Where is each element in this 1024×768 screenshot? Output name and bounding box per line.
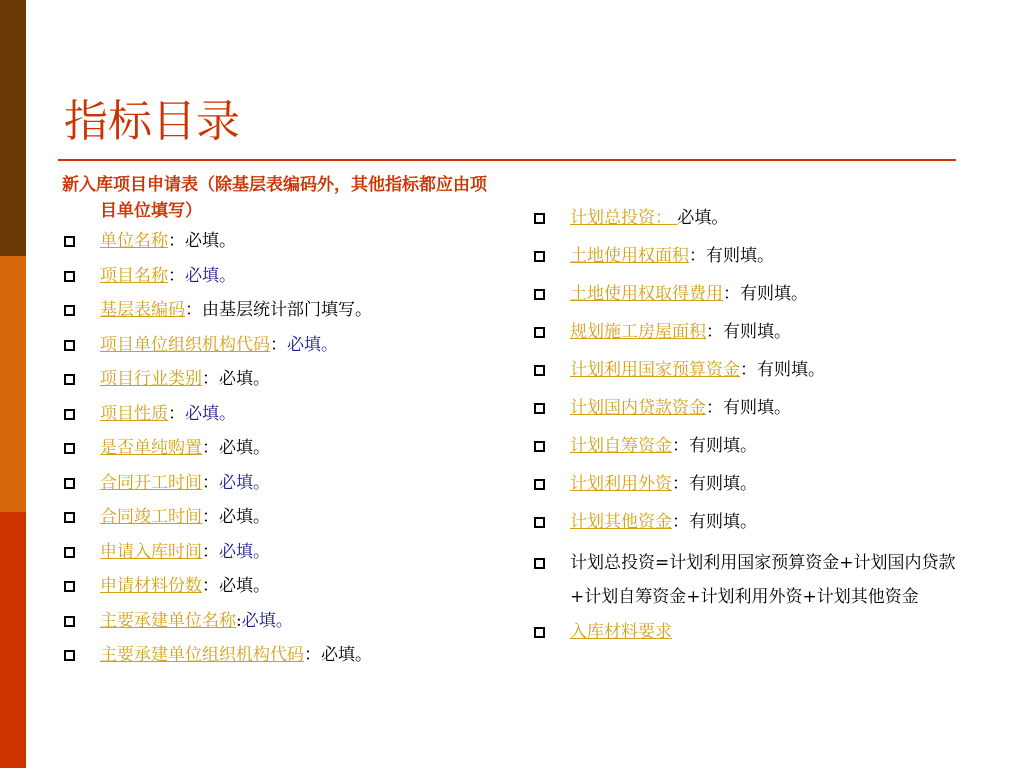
form-group-header: 新入库项目申请表（除基层表编码外，其他指标都应由项目单位填写） [62,175,487,221]
list-item [62,572,502,600]
field-separator: ： [689,246,706,266]
square-bullet-icon [64,271,75,282]
field-requirement: 有则填。 [706,246,774,266]
field-requirement: 有则填。 [689,474,757,494]
side-strip-middle [0,256,26,512]
field-link[interactable]: 合同竣工时间 [100,507,202,527]
field-requirement: 必填。 [287,334,338,355]
field-separator: ： [202,541,219,562]
list-item [532,432,962,460]
field-separator: ： [168,403,185,424]
list-item [62,262,502,290]
field-requirement: 有则填。 [723,398,791,418]
title-divider [58,159,956,161]
field-separator: ： [270,334,287,355]
field-separator: ： [168,265,185,286]
square-bullet-icon [534,365,545,376]
field-requirement: 由基层统计部门填写。 [202,300,372,320]
square-bullet-icon [64,512,75,523]
field-link[interactable]: 土地使用权面积 [570,246,689,266]
field-link[interactable]: 项目性质 [100,403,168,424]
square-bullet-icon [64,340,75,351]
list-item [62,641,502,669]
field-link[interactable]: 计划其他资金 [570,512,672,532]
left-column [62,172,502,676]
square-bullet-icon [534,289,545,300]
field-separator: ： [202,369,219,389]
right-item-list [532,204,962,646]
square-bullet-icon [534,251,545,262]
field-separator: ： [706,398,723,418]
field-link[interactable]: 合同开工时间 [100,472,202,493]
field-requirement: 必填。 [219,541,270,562]
square-bullet-icon [64,443,75,454]
field-requirement: 必填。 [185,265,236,286]
field-requirement: 必填。 [219,369,270,389]
field-link[interactable]: 基层表编码 [100,300,185,320]
field-requirement: 必填。 [219,438,270,458]
field-separator: : [236,610,242,631]
field-link[interactable]: 是否单纯购置 [100,438,202,458]
field-link[interactable]: 单位名称 [100,231,168,251]
field-requirement: 必填。 [185,403,236,424]
field-link[interactable]: 计划国内贷款资金 [570,398,706,418]
list-item [532,280,962,308]
square-bullet-icon [534,213,545,224]
field-separator: ： [202,576,219,596]
field-separator: ： [185,300,202,320]
square-bullet-icon [534,558,545,569]
list-item [532,356,962,384]
field-separator: ： [740,360,757,380]
field-requirement: 必填。 [677,208,729,228]
field-link[interactable]: 计划自筹资金 [570,436,672,456]
square-bullet-icon [64,650,75,661]
field-requirement: 有则填。 [689,436,757,456]
square-bullet-icon [64,305,75,316]
field-link[interactable]: 主要承建单位组织机构代码 [100,645,304,665]
materials-requirements-link[interactable]: 入库材料要求 [570,622,672,642]
field-requirement: 有则填。 [723,322,791,342]
square-bullet-icon [534,517,545,528]
field-separator: ： [672,474,689,494]
field-requirement: 有则填。 [740,284,808,304]
field-link[interactable]: 申请入库时间 [100,541,202,562]
investment-formula: 计划总投资=计划利用国家预算资金+计划国内贷款+计划自筹资金+计划利用外资+计划其他资金 [570,553,956,607]
square-bullet-icon [534,627,545,638]
field-separator: ： [706,322,723,342]
list-item [62,400,502,428]
field-link[interactable]: 项目名称 [100,265,168,286]
field-separator: ： [723,284,740,304]
list-item [62,331,502,359]
field-link[interactable]: 土地使用权取得费用 [570,284,723,304]
list-item [532,242,962,270]
field-separator: ： [202,507,219,527]
field-link[interactable]: 计划利用国家预算资金 [570,360,740,380]
list-item [62,365,502,393]
field-requirement: 有则填。 [757,360,825,380]
field-separator: ： [672,512,689,532]
field-link[interactable]: 主要承建单位名称 [100,610,236,631]
list-item [532,470,962,498]
square-bullet-icon [534,441,545,452]
field-requirement: 必填。 [219,576,270,596]
field-link[interactable]: 申请材料份数 [100,576,202,596]
field-link[interactable]: 项目单位组织机构代码 [100,334,270,355]
field-separator: ： [304,645,321,665]
square-bullet-icon [64,236,75,247]
square-bullet-icon [534,403,545,414]
list-item [532,394,962,422]
field-separator: ： [202,472,219,493]
side-strip-top [0,0,26,256]
square-bullet-icon [64,409,75,420]
list-item [62,469,502,497]
field-link[interactable]: 计划总投资： [570,208,678,228]
list-item [532,618,962,646]
list-item [62,296,502,324]
field-requirement: 必填。 [321,645,372,665]
field-separator: ： [168,231,185,251]
field-link[interactable]: 项目行业类别 [100,369,202,389]
field-separator: ： [672,436,689,456]
field-link[interactable]: 规划施工房屋面积 [570,322,706,342]
list-item [532,204,962,232]
field-requirement: 必填。 [241,610,293,631]
square-bullet-icon [64,547,75,558]
square-bullet-icon [64,478,75,489]
square-bullet-icon [64,374,75,385]
square-bullet-icon [534,479,545,490]
square-bullet-icon [534,327,545,338]
list-item [532,508,962,536]
field-requirement: 有则填。 [689,512,757,532]
list-item [62,538,502,566]
field-separator: ： [202,438,219,458]
field-requirement: 必填。 [185,231,236,251]
square-bullet-icon [64,616,75,627]
right-column [532,204,962,656]
side-strip-bottom [0,512,26,768]
list-item [532,318,962,346]
list-item [62,607,502,635]
field-requirement: 必填。 [219,472,270,493]
list-item [532,546,962,614]
square-bullet-icon [64,581,75,592]
slide-title: 指标目录 [64,96,240,147]
list-item [62,227,502,255]
list-item [62,503,502,531]
field-link[interactable]: 计划利用外资 [570,474,672,494]
field-requirement: 必填。 [219,507,270,527]
left-item-list [62,227,502,669]
list-item [62,434,502,462]
